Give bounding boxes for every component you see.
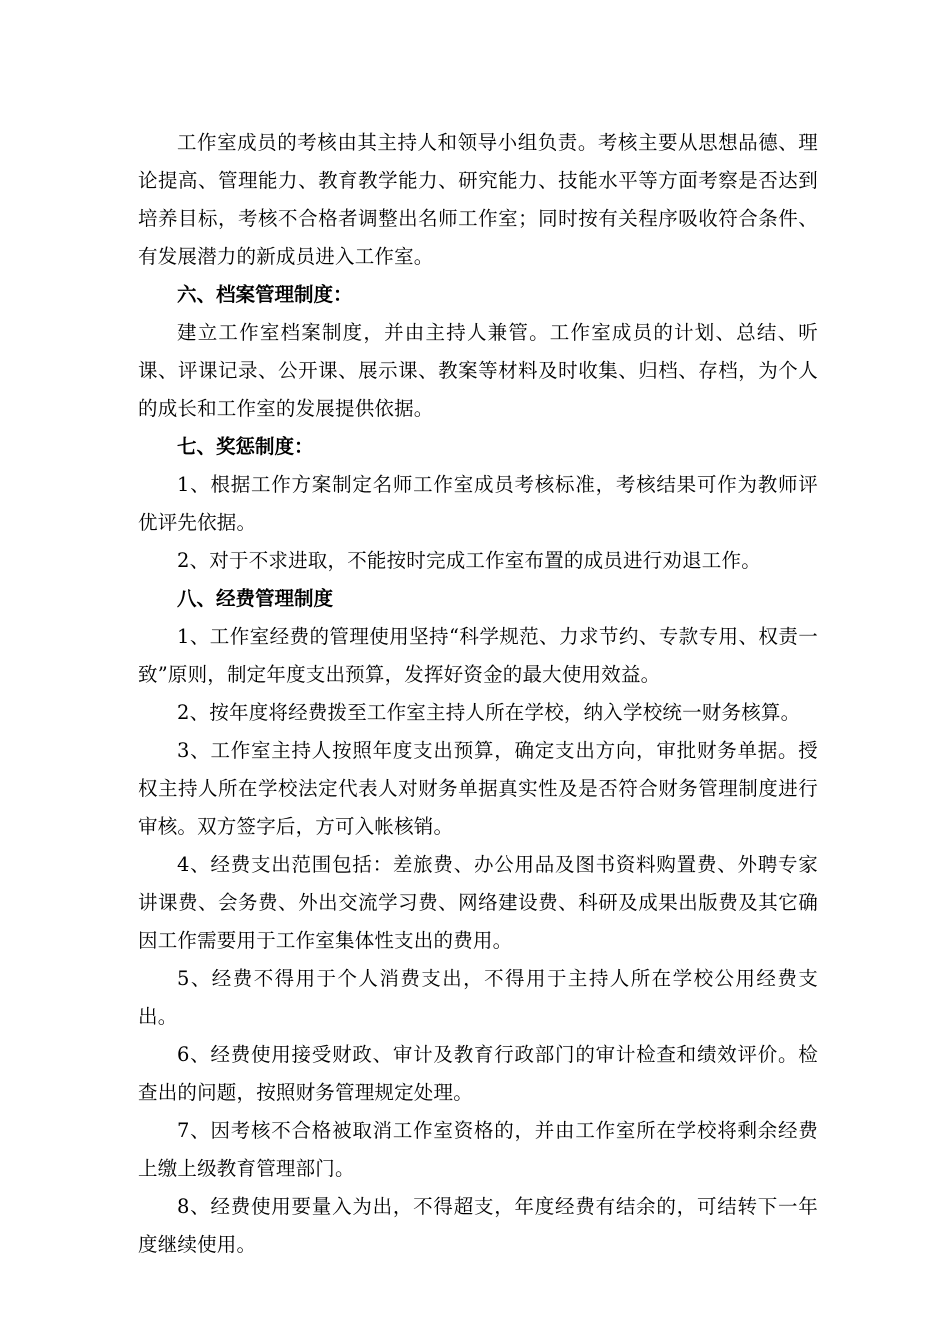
paragraph-funding-6: 6、经费使用接受财政、审计及教育行政部门的审计检查和绩效评价。检查出的问题，按照财务管理规定处理。 <box>138 1043 818 1104</box>
paragraph-funding-1: 1、工作室经费的管理使用坚持“科学规范、力求节约、专款专用、权责一致”原则，制定年度支出预算，发挥好资金的最大使用效益。 <box>138 625 818 686</box>
paragraph-funding-4: 4、经费支出范围包括：差旅费、办公用品及图书资料购置费、外聘专家讲课费、会务费、外出交流学习费、网络建设费、科研及成果出版费及其它确因工作需要用于工作室集体性支出的费用。 <box>138 853 818 952</box>
paragraph-member-assessment: 工作室成员的考核由其主持人和领导小组负责。考核主要从思想品德、理论提高、管理能力、教育教学能力、研究能力、技能水平等方面考察是否达到培养目标，考核不合格者调整出名师工作室；同时按有关程序吸收符合条件、有发展潜力的新成员进入工作室。 <box>138 131 818 268</box>
paragraph-funding-8: 8、经费使用要量入为出，不得超支，年度经费有结余的，可结转下一年度继续使用。 <box>138 1195 818 1256</box>
paragraph-reward-1: 1、根据工作方案制定名师工作室成员考核标准，考核结果可作为教师评优评先依据。 <box>138 473 818 534</box>
paragraph-funding-7: 7、因考核不合格被取消工作室资格的，并由工作室所在学校将剩余经费上缴上级教育管理部门。 <box>138 1119 818 1180</box>
heading-rewards-penalties: 七、奖惩制度： <box>177 435 314 458</box>
paragraph-funding-5: 5、经费不得用于个人消费支出，不得用于主持人所在学校公用经费支出。 <box>138 967 818 1028</box>
paragraph-funding-2: 2、按年度将经费拨至工作室主持人所在学校，纳入学校统一财务核算。 <box>177 701 801 724</box>
heading-archive-management: 六、档案管理制度： <box>177 283 353 306</box>
paragraph-reward-2: 2、对于不求进取，不能按时完成工作室布置的成员进行劝退工作。 <box>177 549 761 572</box>
paragraph-archive-system: 建立工作室档案制度，并由主持人兼管。工作室成员的计划、总结、听课、评课记录、公开课、展示课、教案等材料及时收集、归档、存档，为个人的成长和工作室的发展提供依据。 <box>138 321 818 420</box>
heading-funding-management: 八、经费管理制度 <box>177 587 334 610</box>
document-page <box>138 124 818 1264</box>
paragraph-funding-3: 3、工作室主持人按照年度支出预算，确定支出方向，审批财务单据。授权主持人所在学校法定代表人对财务单据真实性及是否符合财务管理制度进行审核。双方签字后，方可入帐核销。 <box>138 739 818 838</box>
